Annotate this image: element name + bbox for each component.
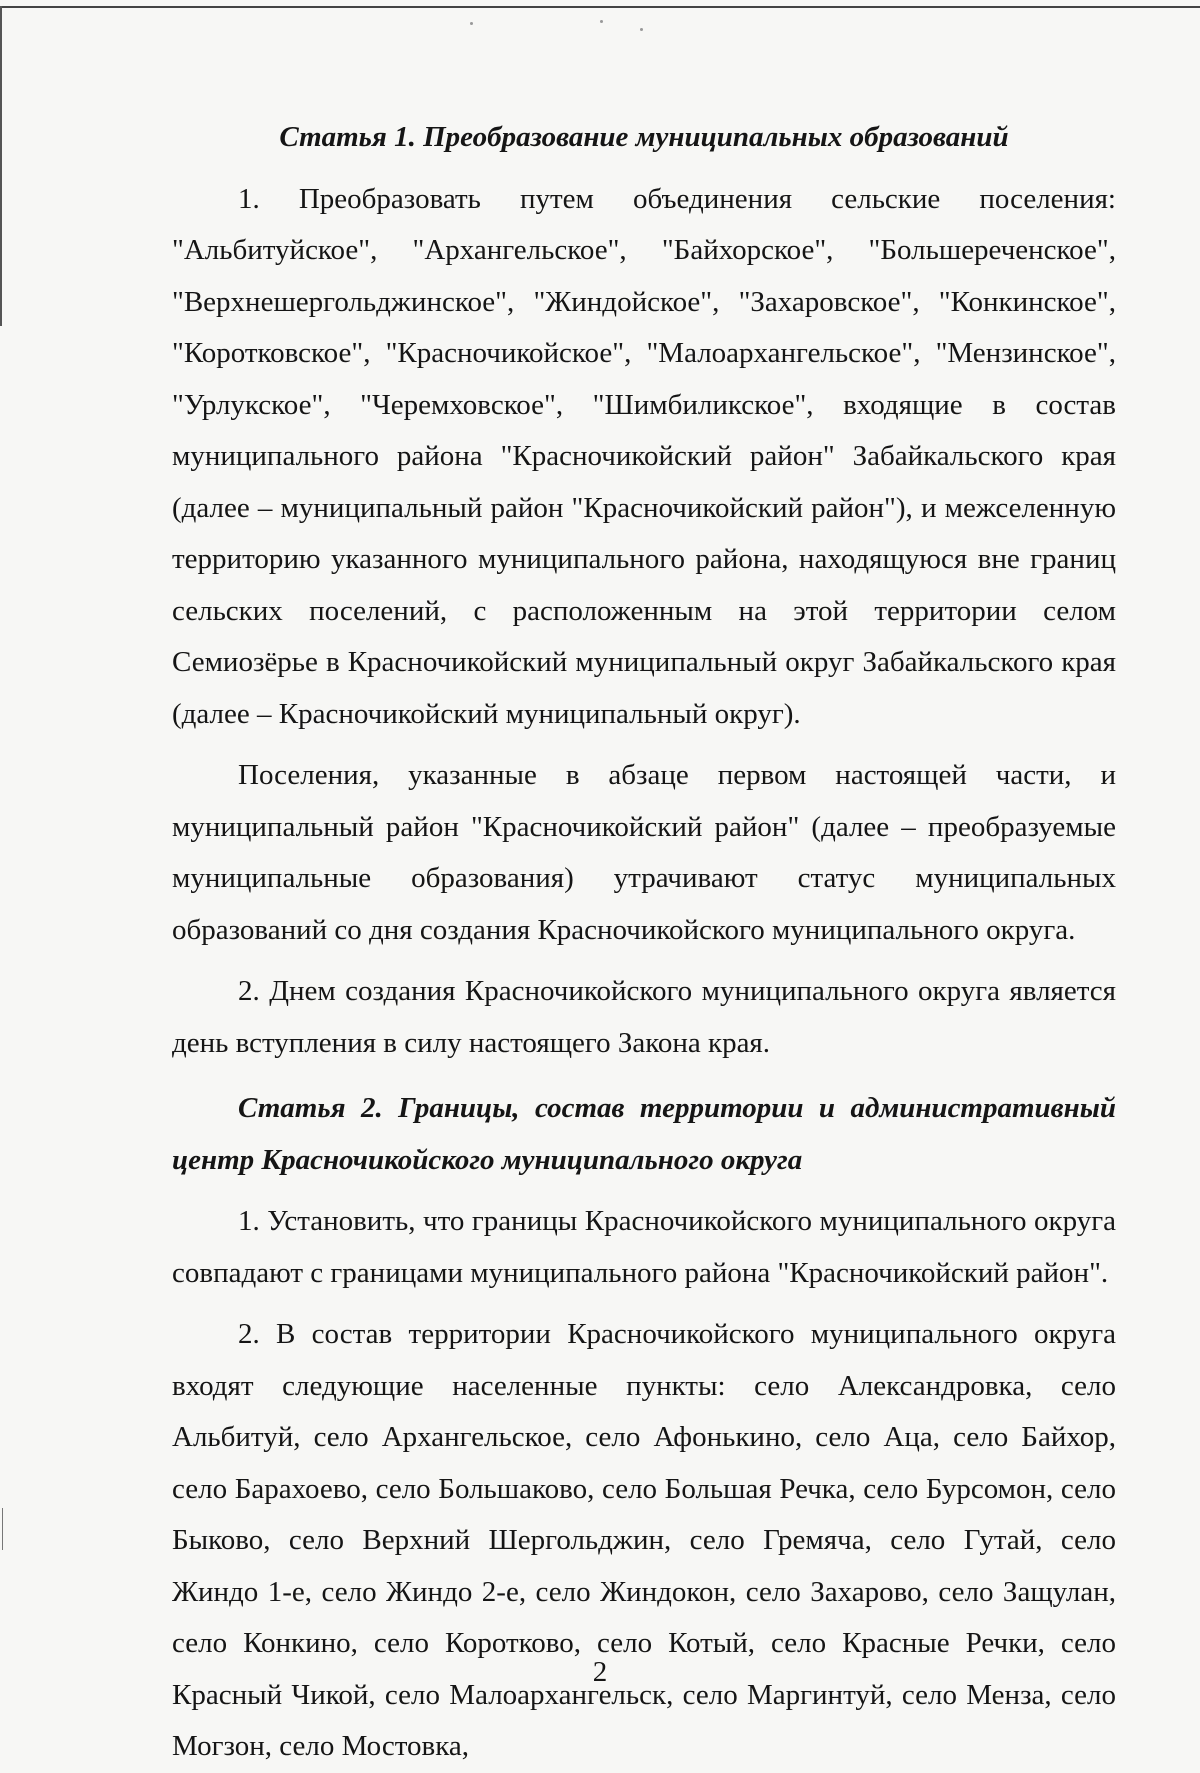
scan-border-left xyxy=(0,6,2,326)
scan-border-top xyxy=(0,6,1200,8)
scan-artifact xyxy=(2,1508,3,1550)
article-2-heading: Статья 2. Границы, состав территории и административный центр Красночикойского муниципального округа xyxy=(172,1092,1116,1176)
scan-speck xyxy=(600,20,603,23)
page-number: 2 xyxy=(592,1656,608,1688)
article-1-heading: Статья 1. Преобразование муниципальных образований xyxy=(279,121,1009,153)
article-2-paragraph-1: 1. Установить, что границы Красночикойского муниципального округа совпадают с границами муниципального района "Красночикойский район". xyxy=(172,1205,1116,1289)
article-2-paragraph-2: 2. В состав территории Красночикойского муниципального округа входят следующие населенные пункты: село Александровка, село Альбитуй, село Архангельское, село Афонькино, село Аца, село Байхор, село Барахоево, село Большаково, село Большая Речка, село Бурсомон, село Быково, село Верхний Шергольджин, село Гремяча, село Гутай, село Жиндо 1-е, село Жиндо 2-е, село Жиндокон, село Захарово, село Защулан, село Конкино, село Коротково, село Котый, село Красные Речки, село Красный Чикой, село Малоархангельск, село Маргинтуй, село Менза, село Могзон, село Мостовка, xyxy=(172,1318,1116,1762)
article-1-paragraph-1: 1. Преобразовать путем объединения сельские поселения: "Альбитуйское", "Архангельское", "Байхорское", "Большереченское", "Верхнешергольджинское", "Жиндойское", "Захаровское", "Конкинское", "Коротковское", "Красночикойское", "Малоархангельское", "Мензинское", "Урлукское", "Черемховское", "Шимбиликское", входящие в состав муниципального района "Красночикойский район" Забайкальского края (далее – муниципальный район "Красночикойский район"), и межселенную территорию указанного муниципального района, находящуюся вне границ сельских поселений, с расположенным на этой территории селом Семиозёрье в Красночикойский муниципальный округ Забайкальского края (далее – Красночикойский муниципальный округ). xyxy=(172,182,1116,730)
article-1-paragraph-2: Поселения, указанные в абзаце первом настоящей части, и муниципальный район "Красночикойский район" (далее – преобразуемые муниципальные образования) утрачивают статус муниципальных образований со дня создания Красночикойского муниципального округа. xyxy=(172,759,1116,946)
scan-speck xyxy=(470,22,473,25)
scan-speck xyxy=(640,28,643,31)
document-body xyxy=(172,112,1116,1773)
article-1-paragraph-3: 2. Днем создания Красночикойского муниципального округа является день вступления в силу настоящего Закона края. xyxy=(172,975,1116,1059)
